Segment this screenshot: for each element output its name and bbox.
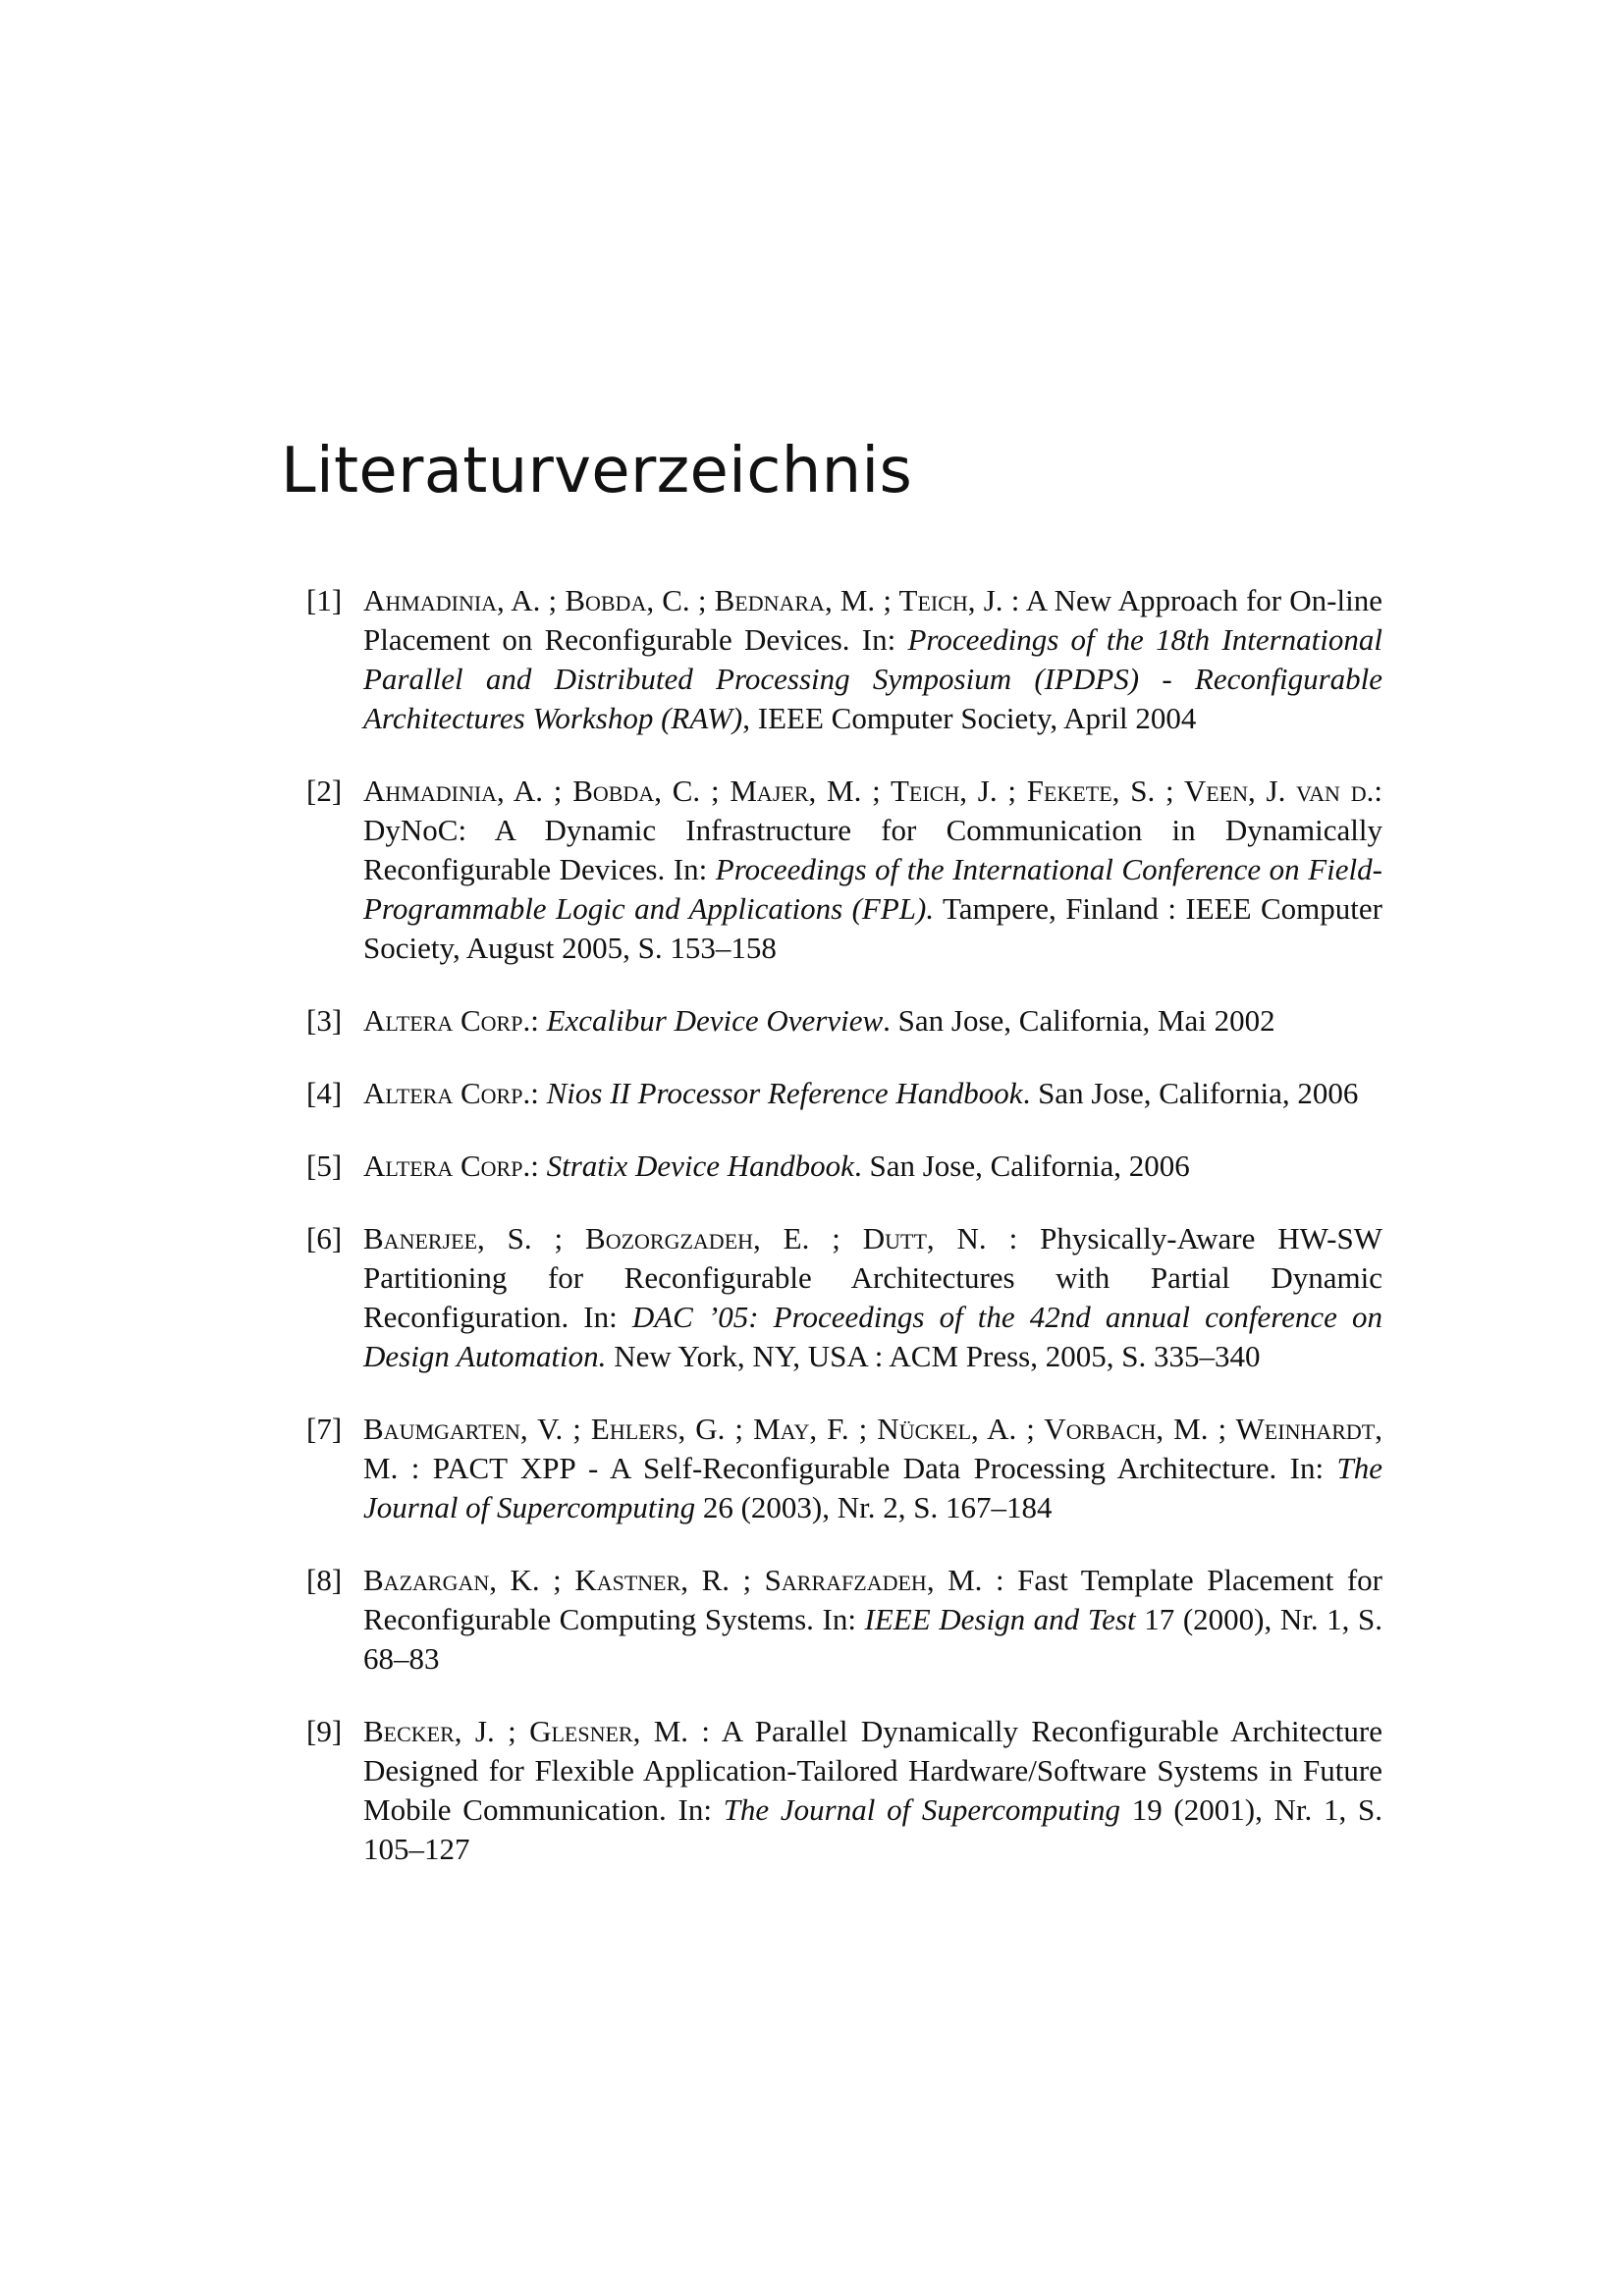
bib-details: . San Jose, California, Mai 2002	[883, 1003, 1275, 1038]
bib-entry	[304, 1410, 1382, 1527]
bib-details: . San Jose, California, 2006	[1022, 1076, 1359, 1110]
bib-authors: Ahmadinia, A. ; Bobda, C. ; Majer, M. ; Teich, J. ; Fekete, S. ; Veen, J. van d.:	[363, 774, 1382, 808]
bib-number: [8]	[306, 1563, 343, 1597]
bibliography-list	[304, 581, 1382, 1902]
bib-entry	[304, 1561, 1382, 1679]
bib-authors: Altera Corp.:	[363, 1003, 539, 1038]
bib-number: [6]	[306, 1221, 343, 1255]
bib-details: 19 (2001), Nr. 1, S. 105–127	[363, 1792, 1382, 1866]
bib-title	[539, 1076, 547, 1110]
bib-title: DyNoC: A Dynamic Infrastructure for Communication in Dynamically Reconfigurable Devices. In:	[363, 813, 1382, 886]
bib-title: Fast Template Placement for Reconfigurable Computing Systems. In:	[363, 1563, 1382, 1636]
bib-title: Physically-Aware HW-SW Partitioning for Reconfigurable Architectures with Partial Dynamic Reconfiguration. In:	[363, 1221, 1382, 1334]
bib-details: 26 (2003), Nr. 2, S. 167–184	[695, 1490, 1053, 1524]
bib-authors: Becker, J. ; Glesner, M. :	[363, 1714, 711, 1748]
bib-details: , IEEE Computer Society, April 2004	[742, 701, 1197, 735]
bib-authors: Altera Corp.:	[363, 1076, 539, 1110]
bib-authors: Baumgarten, V. ; Ehlers, G. ; May, F. ; Nückel, A. ; Vorbach, M. ; Weinhardt, M. :	[363, 1412, 1382, 1485]
bib-title: A Parallel Dynamically Reconfigurable Architecture Designed for Flexible Application-Tailored Hardware/Software Systems in Future Mobile Communication. In:	[363, 1714, 1382, 1827]
bib-number: [2]	[306, 774, 343, 808]
bib-details: . San Jose, California, 2006	[853, 1148, 1190, 1183]
bib-entry	[304, 1074, 1382, 1113]
bib-authors: Banerjee, S. ; Bozorgzadeh, E. ; Dutt, N. :	[363, 1221, 1018, 1255]
bib-number: [3]	[306, 1003, 343, 1038]
bib-venue: DAC ’05: Proceedings of the 42nd annual conference on Design Automation.	[363, 1300, 1382, 1373]
bib-venue: IEEE Design and Test	[864, 1602, 1136, 1636]
bib-title: A New Approach for On-line Placement on Reconfigurable Devices. In:	[363, 583, 1382, 657]
bib-entry	[304, 1219, 1382, 1376]
bib-venue: Nios II Processor Reference Handbook	[546, 1076, 1023, 1110]
bib-venue: The Journal of Supercomputing	[363, 1451, 1382, 1524]
bib-number: [4]	[306, 1076, 343, 1110]
bib-entry	[304, 581, 1382, 738]
bib-number: [9]	[306, 1714, 343, 1748]
bib-authors: Altera Corp.:	[363, 1148, 539, 1183]
bib-details: Tampere, Finland : IEEE Computer Society, August 2005, S. 153–158	[363, 891, 1382, 965]
bib-authors: Ahmadinia, A. ; Bobda, C. ; Bednara, M. ; Teich, J. :	[363, 583, 1020, 617]
bib-authors: Bazargan, K. ; Kastner, R. ; Sarrafzadeh, M. :	[363, 1563, 1004, 1597]
bib-number: [1]	[306, 583, 343, 617]
bib-entry	[304, 1147, 1382, 1186]
bib-title: PACT XPP - A Self-Reconfigurable Data Processing Architecture. In:	[419, 1451, 1337, 1485]
bib-venue: Excalibur Device Overview	[546, 1003, 884, 1038]
bib-venue: Stratix Device Handbook	[546, 1148, 854, 1183]
bib-entry	[304, 1001, 1382, 1041]
bib-venue: Proceedings of the International Conference on Field-Programmable Logic and Applications (FPL).	[363, 852, 1382, 926]
bib-number: [7]	[306, 1412, 343, 1446]
bib-details: New York, NY, USA : ACM Press, 2005, S. 335–340	[606, 1339, 1261, 1373]
bib-title	[539, 1148, 547, 1183]
bib-details: 17 (2000), Nr. 1, S. 68–83	[363, 1602, 1383, 1676]
bib-entry	[304, 1712, 1382, 1869]
bib-number: [5]	[306, 1148, 343, 1183]
bib-venue: The Journal of Supercomputing	[723, 1792, 1120, 1827]
bib-venue: Proceedings of the 18th International Parallel and Distributed Processing Symposium (IPDPS) - Reconfigurable Architectures Workshop (RAW)	[363, 622, 1383, 735]
chapter-title: Literaturverzeichnis	[281, 435, 913, 507]
bib-entry	[304, 772, 1382, 968]
bib-title	[539, 1003, 547, 1038]
